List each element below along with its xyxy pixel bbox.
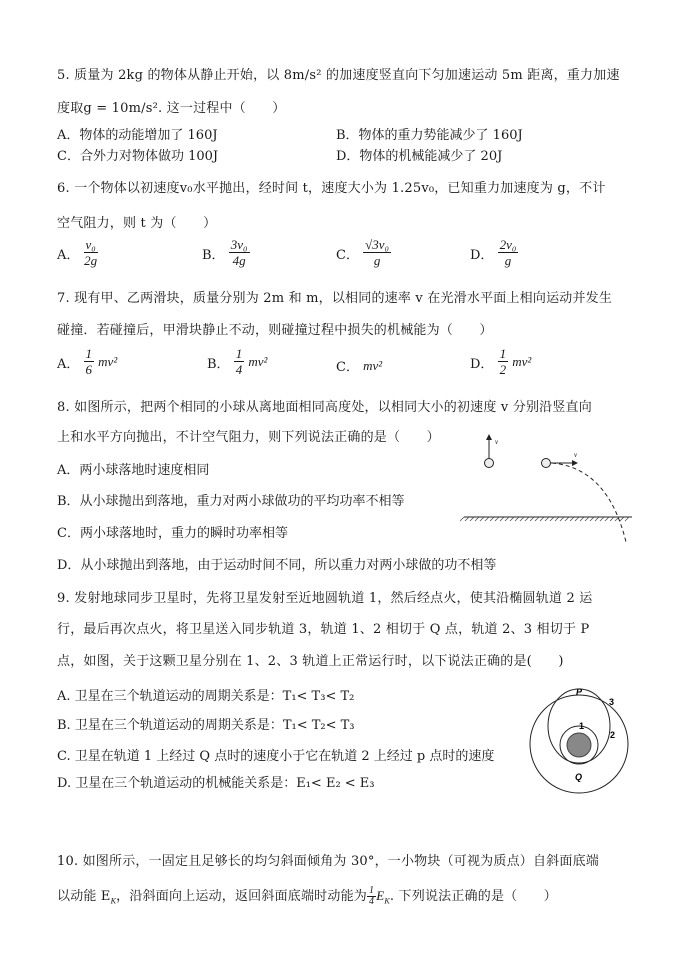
expression: mv²	[512, 354, 532, 369]
arrow-head-icon	[572, 460, 578, 466]
fraction-numerator: √3v₀	[365, 237, 390, 252]
fraction-denominator: 6	[85, 362, 93, 377]
fraction-numerator: 1	[499, 346, 507, 361]
text-segment: E	[376, 888, 385, 903]
q7-option-c	[336, 356, 382, 375]
label-v-right: v	[574, 451, 578, 459]
label-q: Q	[575, 772, 583, 782]
option-label: A．	[57, 356, 80, 372]
text-segment: ，沿斜面向上运动，返回斜面底端时动能为	[116, 889, 367, 904]
subscript: K	[110, 896, 117, 906]
q5-option-c: C．合外力对物体做功 100J	[57, 149, 219, 164]
q6-stem-line1: 6. 一个物体以初速度v₀水平抛出，经时间 t，速度大小为 1.25v₀，已知重力加速度为 g，不计	[57, 181, 606, 196]
fraction	[229, 238, 250, 268]
label-v-up: v	[495, 438, 499, 446]
trajectory-dashed	[552, 463, 626, 542]
label-orbit-1: 1	[579, 721, 585, 731]
option-label: C．	[336, 360, 359, 375]
q9-option-d: D. 卫星在三个轨道运动的机械能关系是：E₁< E₂ < E₃	[57, 776, 375, 791]
fraction	[367, 886, 376, 907]
q7-option-a	[57, 347, 117, 377]
arrow-head-icon	[486, 434, 492, 440]
q6-option-c	[336, 238, 391, 268]
option-label: D．	[470, 247, 494, 263]
label-orbit-3: 3	[609, 697, 615, 707]
fraction-denominator: g	[504, 253, 512, 268]
fraction	[84, 347, 95, 377]
fraction-numerator: 1	[368, 885, 375, 896]
ball-right	[542, 459, 551, 468]
q6-option-d	[470, 238, 518, 268]
expression: mv²	[363, 357, 383, 373]
q6-stem-line2: 空气阻力，则 t 为（ ）	[57, 216, 217, 231]
q8-stem-line1: 8. 如图所示，把两个相同的小球从离地面相同高度处，以相同大小的初速度 v 分别沿竖直向	[57, 400, 592, 415]
q10-stem-line2	[57, 885, 557, 907]
fraction-numerator: 1	[235, 346, 243, 361]
fraction-denominator: 2g	[84, 253, 98, 268]
expression: mv²	[248, 354, 268, 369]
subscript: K	[384, 896, 390, 906]
q8-stem-line2: 上和水平方向抛出，不计空气阻力，则下列说法正确的是（ ）	[57, 430, 440, 445]
fraction	[234, 347, 245, 377]
q8-option-a: A．两小球落地时速度相同	[57, 463, 210, 478]
option-label: B．	[202, 247, 225, 263]
fraction-denominator: 4g	[232, 253, 246, 268]
q5-option-a: A．物体的动能增加了 160J	[57, 128, 218, 143]
q7-option-d	[470, 347, 531, 377]
option-label: A．	[57, 247, 80, 263]
ball-left	[485, 459, 494, 468]
label-p: P	[576, 687, 583, 697]
q8-option-c: C．两小球落地时，重力的瞬时功率相等	[57, 526, 288, 541]
q6-option-a	[57, 238, 98, 268]
q5-option-d: D．物体的机械能减少了 20J	[336, 149, 503, 164]
fraction-numerator: 2v₀	[499, 237, 517, 252]
fraction	[363, 238, 391, 268]
fraction-denominator: 2	[499, 362, 507, 377]
q7-stem-line2: 碰撞．若碰撞后，甲滑块静止不动，则碰撞过程中损失的机械能为（ ）	[57, 323, 493, 338]
text-segment: . 下列说法正确的是（ ）	[389, 889, 557, 904]
earth	[567, 733, 591, 757]
q8-option-b: B．从小球抛出到落地，重力对两小球做功的平均功率不相等	[57, 494, 405, 509]
q9-stem-line3: 点，如图，关于这颗卫星分别在 1、2、3 轨道上正常运行时，以下说法正确的是( )	[57, 654, 564, 669]
q7-option-b	[207, 347, 267, 377]
q9-orbit-figure	[527, 684, 637, 794]
q5-stem-line1: 5. 质量为 2kg 的物体从静止开始，以 8m/s² 的加速度竖直向下匀加速运动 5m 距离，重力加速	[57, 68, 620, 83]
label-orbit-2: 2	[610, 730, 616, 740]
fraction-denominator: g	[373, 253, 381, 268]
fraction-numerator: 3v₀	[230, 237, 248, 252]
fraction-numerator: 1	[85, 346, 93, 361]
fraction	[498, 238, 519, 268]
text-segment: 以动能 E	[57, 889, 111, 904]
ground-hatching	[460, 517, 629, 521]
q9-stem-line1: 9. 发射地球同步卫星时，先将卫星发射至近地圆轨道 1，然后经点火，使其沿椭圆轨道 2 运	[57, 591, 593, 606]
option-label: C．	[336, 247, 359, 263]
q5-stem-line2: 度取g = 10m/s². 这一过程中（ ）	[57, 101, 286, 116]
q9-stem-line2: 行，最后再次点火，将卫星送入同步轨道 3，轨道 1、2 相切于 Q 点，轨道 2、3 相切于 P	[57, 622, 590, 637]
fraction	[84, 238, 98, 268]
fraction-numerator: v₀	[85, 237, 96, 252]
option-label: D．	[470, 356, 494, 372]
option-label: B．	[207, 356, 230, 372]
fraction-denominator: 4	[235, 362, 243, 377]
q8-option-d: D．从小球抛出到落地，由于运动时间不同，所以重力对两小球做的功不相等	[57, 558, 497, 573]
q9-option-c: C. 卫星在轨道 1 上经过 Q 点时的速度小于它在轨道 2 上经过 p 点时的速度	[57, 749, 495, 764]
q10-stem-line1: 10. 如图所示，一固定且足够长的均匀斜面倾角为 30°，一小物块（可视为质点）自斜面底端	[57, 854, 599, 869]
fraction	[498, 347, 509, 377]
q7-stem-line1: 7. 现有甲、乙两滑块，质量分别为 2m 和 m，以相同的速率 v 在光滑水平面上相向运动并发生	[57, 291, 613, 306]
expression: mv²	[98, 354, 118, 369]
fraction-denominator: 4	[368, 896, 375, 907]
q9-option-a: A. 卫星在三个轨道运动的周期关系是：T₁< T₃< T₂	[57, 689, 355, 704]
q5-option-b: B．物体的重力势能减少了 160J	[336, 128, 523, 143]
q8-projectile-figure	[460, 430, 635, 545]
q9-option-b: B. 卫星在三个轨道运动的周期关系是：T₁< T₂< T₃	[57, 718, 355, 733]
q6-option-b	[202, 238, 250, 268]
